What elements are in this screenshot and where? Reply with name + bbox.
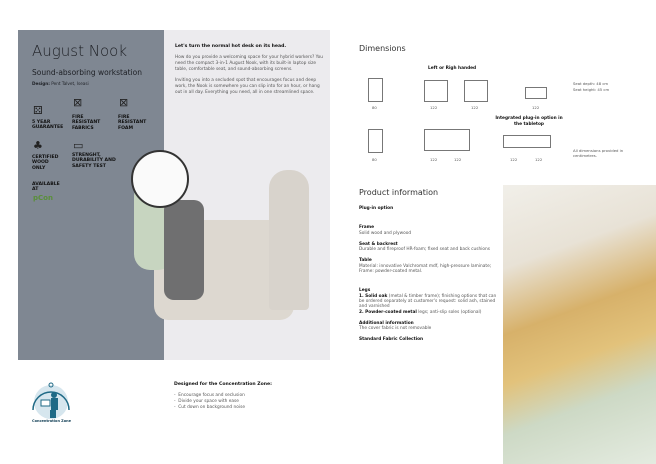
feature-foam: FIRE RESISTANT FOAM [118, 115, 147, 131]
bullet-item: - Encourage focus and seclusion [174, 393, 245, 398]
intro-paragraph: Inviting you into a secluded spot that encourages focus and deep work, the Nook is somewhere you can slip into for an hour, or hang out in all day. Everything you need, all in one streamlined space. [175, 78, 320, 95]
clock [131, 150, 189, 208]
designer: Design: Pent Talvet, Iseasi [32, 81, 89, 86]
integrated-label: Integrated plug-in option in the tabletop [495, 116, 563, 127]
bullet-item: - Cut down on background noise [174, 405, 245, 410]
zone-label: Concentration Zone [32, 419, 71, 423]
concentration-zone-icon [28, 378, 74, 424]
feature-wood: CERTIFIED WOOD ONLY [32, 155, 59, 171]
concentration-zone-text: Designed for the Concentration Zone: - Encourage focus and seclusion - Divide your space with ease - Cut down on background noise [174, 382, 272, 410]
dim-double-front [424, 129, 470, 151]
left-right-label: Left or Righ handed [428, 66, 477, 71]
pcon-logo[interactable]: pCon [33, 194, 53, 202]
tree-certified-icon: ♣ [33, 139, 43, 152]
feature-test: STRENGHT, DURABILITY AND SAFETY TEST [72, 153, 116, 169]
person [164, 200, 204, 300]
spec-list: Plug-in option Frame Solid wood and plywood Seat & backrest Durable and fireproof HR-foam; fixed seat and back cushions Table Material: innovative Valchromat mdf, high-pressure laminate; Frame: powder-coated metal. Legs 1. Solid oak (metal & timber frame); finishing options that can be ordered separately at customer's request: solid ash, stained and varnished 2. Powder-coated metal legs; anti-slip soles (optional) Additional information The cover fabric is not removable Standard Fabric Collection [359, 206, 497, 343]
fire-resistant-icon: ⊠ [73, 96, 83, 109]
fire-resistant-icon: ⊠ [119, 96, 129, 109]
dim-front-left [424, 80, 448, 102]
foam-layer-icon: ▭ [73, 139, 84, 152]
fabric-closeup-photo [503, 185, 656, 464]
intro-text [175, 44, 325, 101]
nook-screen [269, 170, 309, 310]
product-info-title: Product information [359, 188, 439, 197]
bullet-item: - Divide your space with ease [174, 399, 239, 404]
dice-guarantee-icon: ⚄ [33, 104, 43, 117]
feature-guarantee: 5 YEAR GUARANTEE [32, 120, 64, 131]
dimensions-title: Dimensions [359, 44, 406, 53]
product-subtitle: Sound-absorbing workstation [32, 68, 142, 77]
dim-side-view [368, 78, 383, 102]
seat-depth: Seat depth: 48 cm [573, 81, 609, 86]
feature-fabrics: FIRE RESISTANT FABRICS [72, 115, 101, 131]
dim-front-right [464, 80, 488, 102]
dim-side-view-2 [368, 129, 383, 153]
intro-heading: Let's turn the normal hot desk on its head. [175, 44, 287, 49]
seat-height: Seat height: 45 cm [573, 87, 610, 92]
dim-top-view [525, 87, 547, 99]
dim-double-top [503, 135, 551, 148]
intro-paragraph: How do you provide a welcoming space for your hybrid workers? You need the compact 3-in-1 August Nook, with its built-in laptop size table, comfortable seat, and sound-absorbing screens. [175, 55, 324, 72]
dimensions-note: All dimensions provided in centimetres. [573, 148, 624, 158]
product-title: August Nook [32, 42, 128, 60]
available-at: AVAILABLE AT [32, 182, 60, 193]
